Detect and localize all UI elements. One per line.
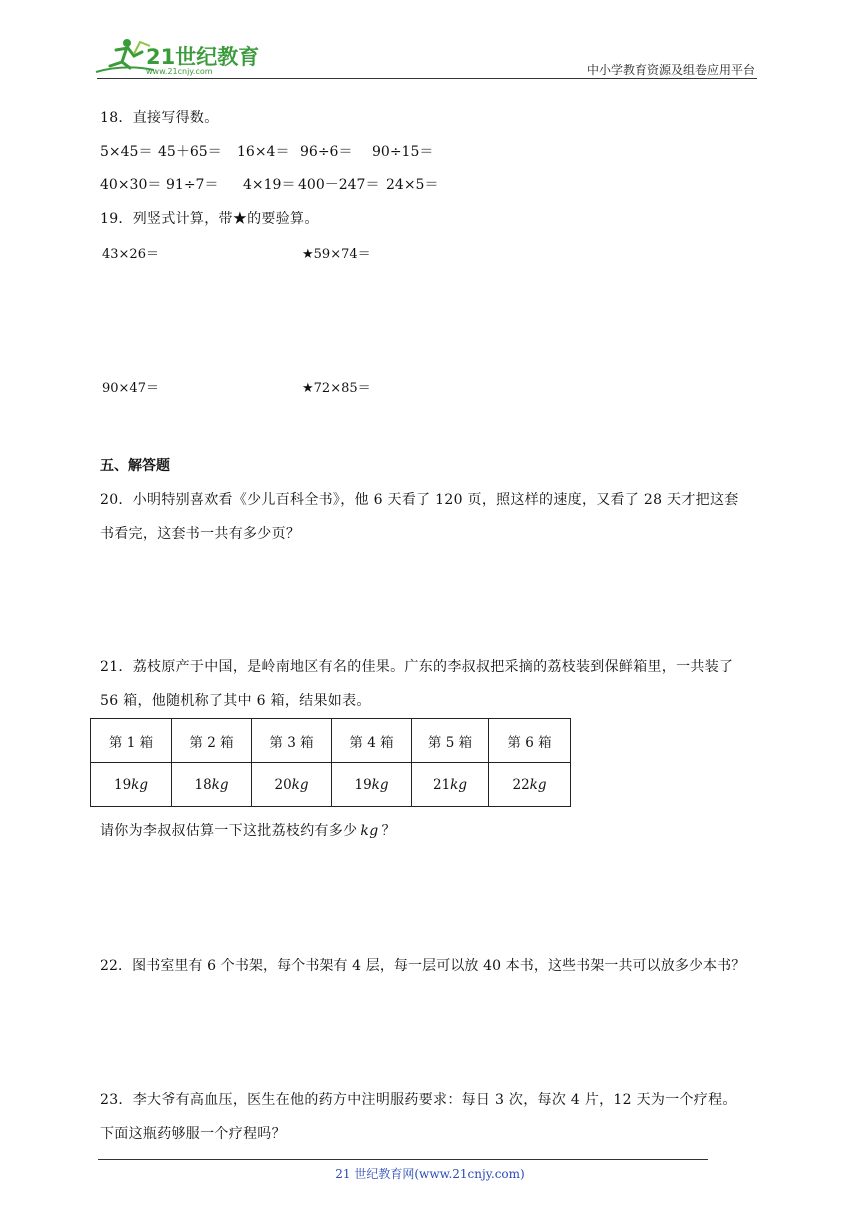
header-divider — [97, 78, 757, 79]
table-row — [91, 763, 571, 807]
q18-item: 16×4＝ — [237, 144, 290, 160]
q23-line: 下面这瓶药够服一个疗程吗？ — [100, 1126, 286, 1142]
q20-line: 20．小明特别喜欢看《少儿百科全书》，他 6 天看了 120 页，照这样的速度，又看了 28 天才把这套 — [100, 492, 739, 508]
table-header-row — [91, 719, 571, 763]
q21-question: 请你为李叔叔估算一下这批荔枝约有多少 kg ？ — [100, 823, 396, 839]
q21-line: 21．荔枝原产于中国，是岭南地区有名的佳果。广东的李叔叔把采摘的荔枝装到保鲜箱里，一共装了 — [100, 659, 734, 675]
table-cell: 18kg — [172, 763, 252, 807]
table-header-cell: 第 2 箱 — [172, 719, 252, 763]
table-header-cell: 第 1 箱 — [91, 719, 172, 763]
svg-text:21世纪教育: 21世纪教育 — [146, 45, 259, 69]
table-header-cell: 第 3 箱 — [252, 719, 332, 763]
q18-item: 45＋65＝ — [158, 144, 222, 160]
site-logo — [94, 36, 259, 78]
q18-item: 400－247＝ — [298, 177, 380, 193]
weight-table — [90, 718, 571, 807]
footer-divider — [98, 1159, 708, 1160]
q18-item: 24×5＝ — [386, 177, 439, 193]
header-platform-text: 中小学教育资源及组卷应用平台 — [586, 63, 755, 77]
q20-line: 书看完，这套书一共有多少页？ — [100, 526, 301, 542]
q21-line: 56 箱，他随机称了其中 6 箱，结果如表。 — [100, 693, 371, 709]
q19-item: ★72×85＝ — [302, 381, 371, 396]
q22-line: 22．图书室里有 6 个书架，每个书架有 4 层，每一层可以放 40 本书，这些书架一共可以放多少本书？ — [100, 958, 746, 974]
q18-item: 91÷7＝ — [166, 177, 219, 193]
q19-item: ★59×74＝ — [302, 247, 371, 262]
table-header-cell: 第 6 箱 — [489, 719, 571, 763]
q19-item: 43×26＝ — [102, 247, 159, 262]
table-cell: 21kg — [412, 763, 489, 807]
table-cell: 20kg — [252, 763, 332, 807]
q19-title: 19．列竖式计算，带★的要验算。 — [100, 211, 319, 227]
q18-item: 90÷15＝ — [372, 144, 434, 160]
footer-link[interactable]: 21 世纪教育网(www.21cnjy.com) — [335, 1167, 525, 1181]
q19-item: 90×47＝ — [102, 381, 159, 396]
runner-logo-icon — [94, 36, 259, 78]
table-header-cell: 第 4 箱 — [332, 719, 412, 763]
section-heading: 五、解答题 — [100, 458, 170, 474]
q18-item: 4×19＝ — [243, 177, 296, 193]
q18-item: 5×45＝ — [100, 144, 153, 160]
table-header-cell: 第 5 箱 — [412, 719, 489, 763]
q18-title: 18．直接写得数。 — [100, 110, 219, 126]
q18-item: 40×30＝ — [100, 177, 162, 193]
table-cell: 19kg — [332, 763, 412, 807]
q23-line: 23．李大爷有高血压，医生在他的药方中注明服药要求：每日 3 次，每次 4 片，12 天为一个疗程。 — [100, 1092, 737, 1108]
q18-item: 96÷6＝ — [300, 144, 353, 160]
table-cell: 19kg — [91, 763, 172, 807]
table-cell: 22kg — [489, 763, 571, 807]
svg-text:www.21cnjy.com: www.21cnjy.com — [146, 67, 213, 76]
